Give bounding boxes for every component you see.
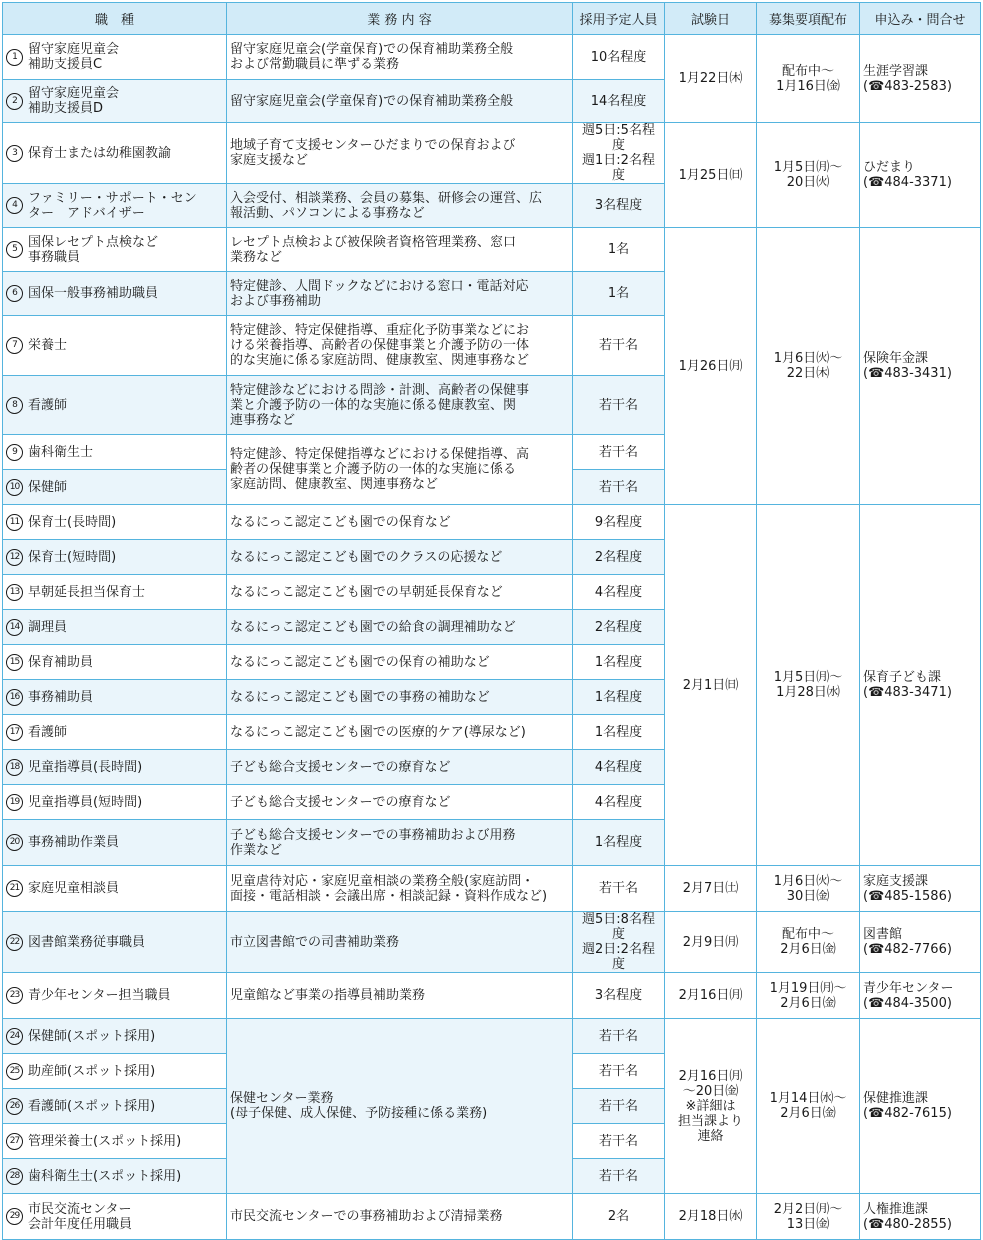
job-cell <box>3 505 227 540</box>
exam-date-cell: 1月22日㈭ <box>665 35 757 123</box>
hire-count-cell: 若干名 <box>573 316 665 376</box>
job-cell <box>3 435 227 470</box>
description-cell: 市立図書館での司書補助業務 <box>227 912 573 973</box>
row-number-badge: 8 <box>6 397 23 414</box>
job-cell <box>3 1019 227 1054</box>
job-cell <box>3 866 227 912</box>
contact-cell: 図書館 (☎482-7766) <box>860 912 981 973</box>
hire-count-cell: 4名程度 <box>573 750 665 785</box>
hire-count-cell: 1名程度 <box>573 645 665 680</box>
job-title: 市民交流センター 会計年度任用職員 <box>28 1201 133 1232</box>
job-cell <box>3 1194 227 1240</box>
hire-count-cell: 若干名 <box>573 1019 665 1054</box>
job-title: 家庭児童相談員 <box>28 881 120 896</box>
header-job-description: 業 務 内 容 <box>227 3 573 35</box>
header-guidelines-distribution: 募集要項配布 <box>757 3 860 35</box>
hire-count-cell: 4名程度 <box>573 575 665 610</box>
row-number-badge: 9 <box>6 444 23 461</box>
job-cell <box>3 470 227 505</box>
job-title: 管理栄養士(スポット採用) <box>28 1133 182 1149</box>
distribution-period-cell: 1月5日㈪〜 1月28日㈬ <box>757 505 860 866</box>
distribution-period-cell: 2月2日㈪〜 13日㈮ <box>757 1194 860 1240</box>
hire-count-cell: 3名程度 <box>573 973 665 1019</box>
job-title: 保育士または幼稚園教諭 <box>28 145 172 161</box>
job-cell <box>3 610 227 645</box>
hire-count-cell: 10名程度 <box>573 35 665 80</box>
row-number-badge: 10 <box>6 479 23 496</box>
job-title: 国保レセプト点検など 事務職員 <box>28 234 159 265</box>
header-row <box>3 3 981 35</box>
header-contact: 申込み・問合せ <box>860 3 981 35</box>
description-cell: 特定健診、人間ドックなどにおける窓口・電話対応 および事務補助 <box>227 272 573 316</box>
description-cell: 留守家庭児童会(学童保育)での保育補助業務全般 <box>227 80 573 123</box>
exam-date-cell: 1月25日㈰ <box>665 123 757 228</box>
job-title: 青少年センター担当職員 <box>28 988 171 1003</box>
description-cell: 市民交流センターでの事務補助および清掃業務 <box>227 1194 573 1240</box>
job-title: 調理員 <box>28 619 68 635</box>
row-number-badge: 3 <box>6 145 23 162</box>
row-number-badge: 1 <box>6 49 23 66</box>
table-row <box>3 123 981 184</box>
row-number-badge: 22 <box>6 934 23 951</box>
exam-date-cell: 2月16日㈪ <box>665 973 757 1019</box>
job-cell <box>3 680 227 715</box>
job-title: 事務補助作業員 <box>28 835 120 850</box>
hire-count-cell: 1名 <box>573 272 665 316</box>
row-number-badge: 12 <box>6 549 23 566</box>
table-row <box>3 1194 981 1240</box>
exam-date-cell: 2月9日㈪ <box>665 912 757 973</box>
row-number-badge: 24 <box>6 1028 23 1045</box>
description-cell: 子ども総合支援センターでの事務補助および用務 作業など <box>227 820 573 866</box>
description-cell: 特定健診、特定保健指導などにおける保健指導、高 齢者の保健事業と介護予防の一体的な実施に係る 家庭訪問、健康教室、関連事務など <box>227 435 573 505</box>
contact-cell: 生涯学習課 (☎483-2583) <box>860 35 981 123</box>
hire-count-cell: 若干名 <box>573 376 665 435</box>
row-number-badge: 5 <box>6 241 23 258</box>
job-cell <box>3 272 227 316</box>
hire-count-cell: 2名程度 <box>573 540 665 575</box>
hire-count-cell: 2名 <box>573 1194 665 1240</box>
description-cell: 児童虐待対応・家庭児童相談の業務全般(家庭訪問・ 面接・電話相談・会議出席・相談記録・資料作成など) <box>227 866 573 912</box>
description-cell: なるにっこ認定こども園での保育の補助など <box>227 645 573 680</box>
job-title: 国保一般事務補助職員 <box>28 286 159 301</box>
job-title: 留守家庭児童会 補助支援員C <box>28 42 120 72</box>
exam-date-cell: 2月7日㈯ <box>665 866 757 912</box>
description-cell: 入会受付、相談業務、会員の募集、研修会の運営、広 報活動、パソコンによる事務など <box>227 184 573 228</box>
contact-cell: ひだまり (☎484-3371) <box>860 123 981 228</box>
job-cell <box>3 316 227 376</box>
table-row <box>3 228 981 272</box>
row-number-badge: 15 <box>6 654 23 671</box>
row-number-badge: 11 <box>6 514 23 531</box>
hire-count-cell: 4名程度 <box>573 785 665 820</box>
description-cell: なるにっこ認定こども園でのクラスの応援など <box>227 540 573 575</box>
hire-count-cell: 週5日:8名程度 週2日:2名程度 <box>573 912 665 973</box>
description-cell: 特定健診などにおける問診・計測、高齢者の保健事 業と介護予防の一体的な実施に係る健康教室、関 連事務など <box>227 376 573 435</box>
job-title: 助産師(スポット採用) <box>28 1063 156 1079</box>
hire-count-cell: 若干名 <box>573 1159 665 1194</box>
hire-count-cell: 1名程度 <box>573 680 665 715</box>
row-number-badge: 25 <box>6 1063 23 1080</box>
hire-count-cell: 若干名 <box>573 1089 665 1124</box>
contact-cell: 青少年センター (☎484-3500) <box>860 973 981 1019</box>
job-cell <box>3 785 227 820</box>
job-cell <box>3 228 227 272</box>
table-row <box>3 35 981 80</box>
table-row <box>3 912 981 973</box>
description-cell: 留守家庭児童会(学童保育)での保育補助業務全般 および常勤職員に準ずる業務 <box>227 35 573 80</box>
job-cell <box>3 80 227 123</box>
row-number-badge: 18 <box>6 759 23 776</box>
row-number-badge: 19 <box>6 794 23 811</box>
job-cell <box>3 184 227 228</box>
job-title: 早朝延長担当保育士 <box>28 584 146 600</box>
contact-cell: 保健推進課 (☎482-7615) <box>860 1019 981 1194</box>
header-job-type: 職 種 <box>3 3 227 35</box>
job-title: 保育補助員 <box>28 654 94 670</box>
job-cell <box>3 540 227 575</box>
exam-date-cell: 2月18日㈬ <box>665 1194 757 1240</box>
table-row <box>3 866 981 912</box>
row-number-badge: 26 <box>6 1098 23 1115</box>
description-cell: なるにっこ認定こども園での医療的ケア(導尿など) <box>227 715 573 750</box>
description-cell: なるにっこ認定こども園での早朝延長保育など <box>227 575 573 610</box>
exam-date-cell: 2月16日㈪ 〜20日㈮ ※詳細は 担当課より 連絡 <box>665 1019 757 1194</box>
row-number-badge: 21 <box>6 880 23 897</box>
job-cell <box>3 1159 227 1194</box>
table-row <box>3 973 981 1019</box>
row-number-badge: 4 <box>6 197 23 214</box>
distribution-period-cell: 1月5日㈪〜 20日㈫ <box>757 123 860 228</box>
description-cell: 子ども総合支援センターでの療育など <box>227 750 573 785</box>
job-cell <box>3 1124 227 1159</box>
hire-count-cell: 若干名 <box>573 1124 665 1159</box>
job-title: 看護師(スポット採用) <box>28 1098 156 1114</box>
job-title: 栄養士 <box>28 338 68 353</box>
contact-cell: 保険年金課 (☎483-3431) <box>860 228 981 505</box>
job-title: 留守家庭児童会 補助支援員D <box>28 86 120 116</box>
job-title: 児童指導員(短時間) <box>28 794 143 810</box>
job-cell <box>3 973 227 1019</box>
description-cell: なるにっこ認定こども園での事務の補助など <box>227 680 573 715</box>
hire-count-cell: 若干名 <box>573 435 665 470</box>
header-exam-date: 試験日 <box>665 3 757 35</box>
row-number-badge: 13 <box>6 584 23 601</box>
row-number-badge: 29 <box>6 1208 23 1225</box>
description-cell: 特定健診、特定保健指導、重症化予防事業などにお ける栄養指導、高齢者の保健事業と介護予防の一体 的な実施に係る家庭訪問、健康教室、関連事務など <box>227 316 573 376</box>
distribution-period-cell: 1月6日㈫〜 22日㈭ <box>757 228 860 505</box>
job-title: 看護師 <box>28 397 68 413</box>
row-number-badge: 2 <box>6 93 23 110</box>
description-cell: 地域子育て支援センターひだまりでの保育および 家庭支援など <box>227 123 573 184</box>
job-title: 保健師 <box>28 479 68 495</box>
hire-count-cell: 2名程度 <box>573 610 665 645</box>
job-cell <box>3 575 227 610</box>
job-cell <box>3 912 227 973</box>
description-cell: 子ども総合支援センターでの療育など <box>227 785 573 820</box>
description-cell: レセプト点検および被保険者資格管理業務、窓口 業務など <box>227 228 573 272</box>
job-title: 保健師(スポット採用) <box>28 1028 156 1044</box>
job-cell <box>3 645 227 680</box>
header-planned-hires: 採用予定人員 <box>573 3 665 35</box>
job-title: 保育士(長時間) <box>28 514 117 530</box>
hire-count-cell: 3名程度 <box>573 184 665 228</box>
hire-count-cell: 若干名 <box>573 866 665 912</box>
job-title: 保育士(短時間) <box>28 549 117 565</box>
description-cell: 児童館など事業の指導員補助業務 <box>227 973 573 1019</box>
row-number-badge: 14 <box>6 619 23 636</box>
exam-date-cell: 2月1日㈰ <box>665 505 757 866</box>
row-number-badge: 16 <box>6 689 23 706</box>
hire-count-cell: 若干名 <box>573 1054 665 1089</box>
distribution-period-cell: 配布中〜 1月16日㈮ <box>757 35 860 123</box>
hire-count-cell: 週5日:5名程度 週1日:2名程度 <box>573 123 665 184</box>
contact-cell: 家庭支援課 (☎485-1586) <box>860 866 981 912</box>
row-number-badge: 23 <box>6 987 23 1004</box>
job-title: 看護師 <box>28 724 68 740</box>
table-row <box>3 1019 981 1054</box>
row-number-badge: 20 <box>6 834 23 851</box>
job-title: 歯科衛生士(スポット採用) <box>28 1168 182 1184</box>
hire-count-cell: 14名程度 <box>573 80 665 123</box>
job-cell <box>3 123 227 184</box>
row-number-badge: 17 <box>6 724 23 741</box>
distribution-period-cell: 1月14日㈬〜 2月6日㈮ <box>757 1019 860 1194</box>
job-cell <box>3 750 227 785</box>
row-number-badge: 7 <box>6 337 23 354</box>
hire-count-cell: 9名程度 <box>573 505 665 540</box>
distribution-period-cell: 配布中〜 2月6日㈮ <box>757 912 860 973</box>
job-cell <box>3 1054 227 1089</box>
job-cell <box>3 35 227 80</box>
row-number-badge: 27 <box>6 1133 23 1150</box>
job-title: 事務補助員 <box>28 689 94 705</box>
distribution-period-cell: 1月19日㈪〜 2月6日㈮ <box>757 973 860 1019</box>
hire-count-cell: 1名程度 <box>573 715 665 750</box>
hire-count-cell: 1名程度 <box>573 820 665 866</box>
job-cell <box>3 820 227 866</box>
description-cell: なるにっこ認定こども園での給食の調理補助など <box>227 610 573 645</box>
recruitment-table <box>2 2 981 1240</box>
job-cell <box>3 715 227 750</box>
job-title: ファミリー・サポート・セン ター アドバイザー <box>28 190 197 221</box>
description-cell: なるにっこ認定こども園での保育など <box>227 505 573 540</box>
job-cell <box>3 1089 227 1124</box>
contact-cell: 保育子ども課 (☎483-3471) <box>860 505 981 866</box>
table-row <box>3 505 981 540</box>
job-cell <box>3 376 227 435</box>
row-number-badge: 6 <box>6 285 23 302</box>
job-title: 歯科衛生士 <box>28 444 94 460</box>
job-title: 児童指導員(長時間) <box>28 759 143 775</box>
exam-date-cell: 1月26日㈪ <box>665 228 757 505</box>
description-cell: 保健センター業務 (母子保健、成人保健、予防接種に係る業務) <box>227 1019 573 1194</box>
job-title: 図書館業務従事職員 <box>28 934 146 950</box>
hire-count-cell: 1名 <box>573 228 665 272</box>
distribution-period-cell: 1月6日㈫〜 30日㈮ <box>757 866 860 912</box>
contact-cell: 人権推進課 (☎480-2855) <box>860 1194 981 1240</box>
hire-count-cell: 若干名 <box>573 470 665 505</box>
row-number-badge: 28 <box>6 1168 23 1185</box>
